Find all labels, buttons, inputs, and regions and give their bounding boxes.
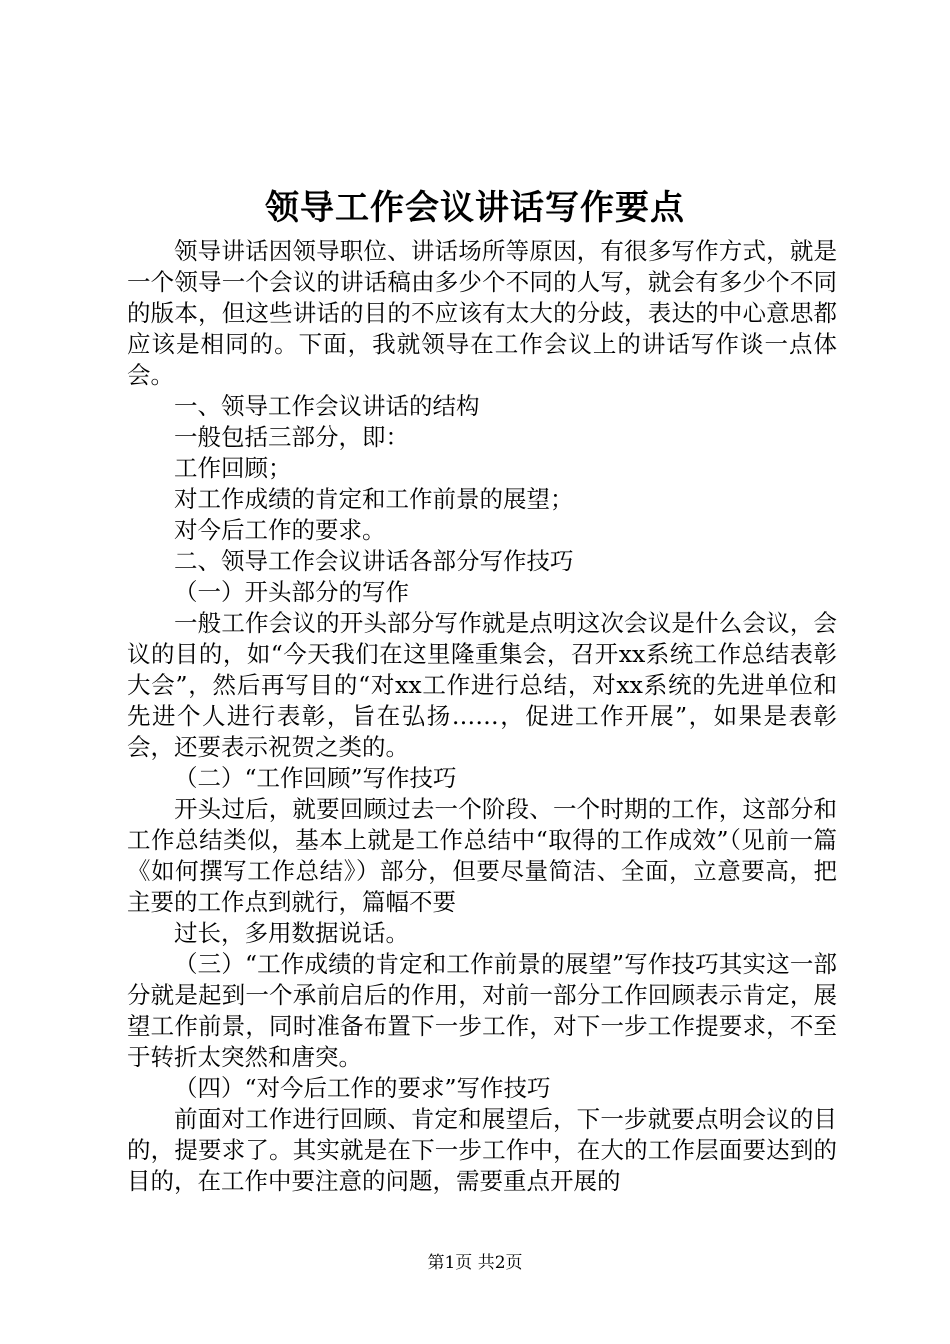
paragraph-outlook: （三）“工作成绩的肯定和工作前景的展望”写作技巧其实这一部分就是起到一个承前启后的作用，对前一部分工作回顾表示肯定，展望工作前景，同时准备布置下一步工作，对下一步工作提要求，不至于转折太突然和唐突。: [127, 950, 837, 1071]
subheading-requirements: （四）“对今后工作的要求”写作技巧: [174, 1074, 551, 1102]
document-body: [127, 236, 837, 1197]
document-title: 领导工作会议讲话写作要点: [265, 188, 685, 228]
list-item-review: 工作回顾；: [174, 454, 292, 482]
section-heading-structure: 一、领导工作会议讲话的结构: [174, 392, 480, 420]
list-item-outlook: 对工作成绩的肯定和工作前景的展望；: [174, 485, 574, 513]
paragraph-three-parts: 一般包括三部分，即：: [174, 423, 409, 451]
page-footer: 第1页 共2页: [427, 1253, 523, 1273]
list-item-requirements: 对今后工作的要求。: [174, 516, 386, 544]
subheading-review: （二）“工作回顾”写作技巧: [174, 764, 457, 792]
section-heading-techniques: 二、领导工作会议讲话各部分写作技巧: [174, 547, 574, 575]
paragraph-requirements: 前面对工作进行回顾、肯定和展望后，下一步就要点明会议的目的，提要求了。其实就是在下一步工作中，在大的工作层面要达到的目的，在工作中要注意的问题，需要重点开展的: [127, 1105, 837, 1195]
paragraph-opening: 一般工作会议的开头部分写作就是点明这次会议是什么会议，会议的目的，如“今天我们在这里隆重集会，召开xx系统工作总结表彰大会”，然后再写目的“对xx工作进行总结，对xx系统的先进单位和先进个人进行表彰，旨在弘扬……，促进工作开展”，如果是表彰会，还要表示祝贺之类的。: [127, 609, 837, 761]
paragraph-intro: 领导讲话因领导职位、讲话场所等原因，有很多写作方式，就是一个领导一个会议的讲话稿由多少个不同的人写，就会有多少个不同的版本，但这些讲话的目的不应该有太大的分歧，表达的中心意思都应该是相同的。下面，我就领导在工作会议上的讲话写作谈一点体会。: [127, 237, 837, 389]
subheading-opening: （一）开头部分的写作: [174, 578, 409, 606]
paragraph-review: 开头过后，就要回顾过去一个阶段、一个时期的工作，这部分和工作总结类似，基本上就是工作总结中“取得的工作成效”（见前一篇《如何撰写工作总结》）部分，但要尽量简洁、全面，立意要高，把主要的工作点到就行，篇幅不要: [127, 795, 837, 916]
paragraph-review-continued: 过长，多用数据说话。: [174, 919, 409, 947]
